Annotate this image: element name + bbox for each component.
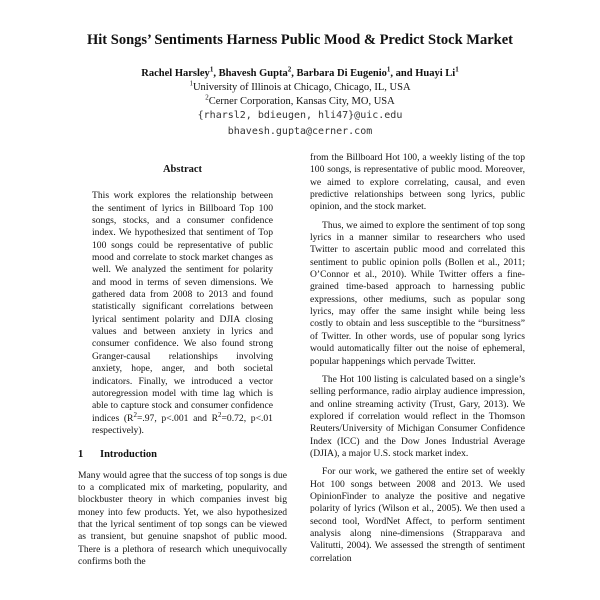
body-paragraph: For our work, we gathered the entire set of weekly Hot 100 songs between 2008 and 2013. We used OpinionFinder to analyze the positive and negative polarity of lyrics (Wilson et al., 2005). We then used a second tool, WordNet Affect, to perform sentiment analysis along nine-dimensions (Strapparava and Valitutti, 2004). We assessed the strength of sentiment correlation <box>310 466 525 564</box>
author-separator: , <box>291 68 297 79</box>
abstract-stat: =0.72, p<.01 respectively). <box>92 412 273 436</box>
affiliation-cerner <box>0 93 600 107</box>
right-column <box>310 152 525 565</box>
affiliation-uic <box>0 79 600 93</box>
author-separator: , <box>213 68 219 79</box>
author-separator: , and <box>390 68 416 79</box>
author-name: Rachel Harsley <box>141 68 210 79</box>
abstract-stat: (R <box>119 412 134 424</box>
author-list <box>0 65 600 79</box>
abstract-heading: Abstract <box>162 164 203 175</box>
affiliation-marker: 1 <box>386 65 391 74</box>
superscript: 2 <box>218 410 222 419</box>
affiliation-marker: 2 <box>287 65 292 74</box>
affiliation-marker: 1 <box>209 65 214 74</box>
left-column <box>78 152 287 568</box>
section-heading-introduction <box>78 449 287 461</box>
abstract-body <box>92 190 273 437</box>
body-paragraph: Thus, we aimed to explore the sentiment of top song lyrics in a manner similar to researchers who used Twitter to ascertain public mood and correlated this sentiment to public opinion polls (Bollen et al., 2011; O’Connor et al., 2010). While Twitter offers a fine-grained time-based approach to harnessing public expressions, other mediums, such as popular song lyrics, may offer the same insight while being less costly to obtain and less susceptible to the “bursitness” of Twitter. In other words, use of popular song lyrics would automatically filter out the noise of ephemeral, popular happenings which pervade Twitter. <box>310 219 525 367</box>
author-name: Huayi Li <box>415 68 456 79</box>
author-name: Bhavesh Gupta <box>218 68 288 79</box>
email-uic[interactable]: {rharsl2, bdieugen, hli47}@uic.edu <box>197 110 403 121</box>
abstract-stat: =.97, p<.001 and R <box>136 412 219 424</box>
section-title: Introduction <box>100 449 157 461</box>
affiliation-marker: 1 <box>189 79 193 88</box>
abstract-paragraph <box>92 190 273 437</box>
section-number: 1 <box>78 449 84 461</box>
email-cerner[interactable]: bhavesh.gupta@cerner.com <box>227 126 373 137</box>
affiliation-marker: 1 <box>455 65 459 74</box>
superscript: 2 <box>133 410 137 419</box>
body-paragraph: The Hot 100 listing is calculated based on a single’s selling performance, radio airplay audience impression, and online streaming activity (Trust, Gary, 2013). We explored if correlation would reflect in the Thomson Reuters/University of Michigan Consumer Confidence Index (ICC) and the Dow Jones Industrial Average (DJIA), a major U.S. stock market index. <box>310 373 525 459</box>
author-name: Barbara Di Eugenio <box>296 68 387 79</box>
abstract-text: This work explores the relationship between the sentiment of lyrics in Billboard Top 100 songs, stocks, and a consumer confidence index. We hypothesized that sentiment of Top 100 songs could be representative of public mood and correlate to stock market changes as well. We analyzed the sentiment for polarity and mood in terms of seven dimensions. We gathered data from 2008 to 2013 and found statistically significant correlations between lyrical sentiment polarity and DJIA closing values and between anxiety in lyrics and consumer confidence. We also found strong Granger-causal relationships involving anxiety, hope, anger, and both societal indicators. Finally, we introduced a vector autoregression model with time lag which is able to capture stock and consumer confidence indices <box>92 190 273 424</box>
body-paragraph: from the Billboard Hot 100, a weekly listing of the top 100 songs, is representative of public mood. Moreover, we aimed to explore correlating, causal, and even predictive relationships between song lyrics, public opinion, and the stock market. <box>310 152 525 213</box>
intro-paragraph: Many would agree that the success of top songs is due to a complicated mix of marketing, popularity, and blockbuster theory in which companies invest big money into few products. Yet, we also hypothesized that the lyrical sentiment of top songs can be viewed as transient, but genuine snapshot of public mood. There is a plethora of research which unequivocally confirms both the <box>78 469 287 567</box>
paper-title: Hit Songs’ Sentiments Harness Public Mood & Predict Stock Market <box>87 32 513 48</box>
affiliation-marker: 2 <box>205 93 209 102</box>
affiliation-text: Cerner Corporation, Kansas City, MO, USA <box>208 96 395 107</box>
affiliation-text: University of Illinois at Chicago, Chicago, IL, USA <box>192 82 411 93</box>
